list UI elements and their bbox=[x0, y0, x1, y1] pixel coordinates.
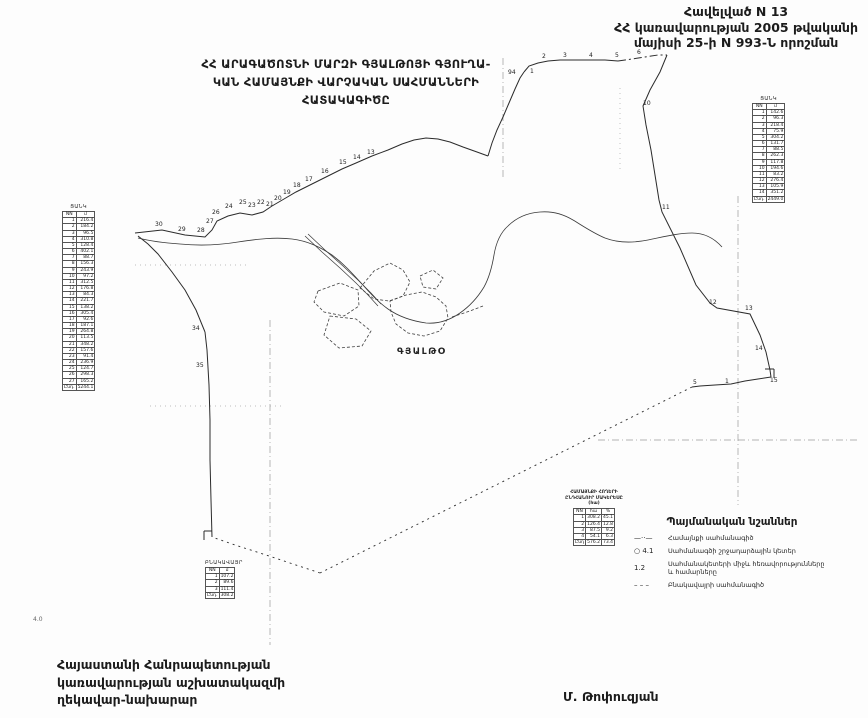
table-cell: 25 bbox=[63, 366, 77, 372]
table-cell: 10 bbox=[63, 273, 77, 279]
table-cell: 96.5 bbox=[76, 230, 95, 236]
boundary-point-number: 6 bbox=[637, 49, 641, 56]
signature-name: Մ. Թոփուզյան bbox=[563, 689, 659, 704]
table-cell: 157.6 bbox=[76, 347, 95, 353]
boundary-point-number: 4 bbox=[589, 52, 593, 59]
boundary-point-number: 22 bbox=[257, 199, 265, 206]
land-area-table bbox=[549, 490, 639, 546]
table-cell: 243.9 bbox=[76, 267, 95, 273]
table-cell: 13 bbox=[753, 184, 767, 190]
table-cell: 84.3 bbox=[76, 292, 95, 298]
boundary-point-number: 94 bbox=[508, 69, 516, 76]
boundary-point-number: 12 bbox=[709, 299, 717, 306]
boundary-point-number: 23 bbox=[248, 202, 256, 209]
table-cell: 21 bbox=[63, 341, 77, 347]
boundary-point-number: 24 bbox=[225, 203, 233, 210]
table-cell: 402.1 bbox=[76, 249, 95, 255]
signatory-line3: ղեկավար-նախարար bbox=[57, 692, 198, 707]
table-cell: 305.4 bbox=[76, 310, 95, 316]
boundary-point-number: 17 bbox=[305, 176, 313, 183]
table-cell: 264.8 bbox=[76, 329, 95, 335]
table-row bbox=[63, 384, 95, 390]
table-cell: 26 bbox=[63, 372, 77, 378]
map-title-line1: ՀՀ ԱՐԱԳԱԾՈՏՆԻ ՄԱՐԶԻ ԳՅԱԼԹՈՅԻ ԳՅՈՒՂԱ- bbox=[201, 57, 491, 71]
table-caption: ՑԱՆԿ bbox=[760, 96, 778, 102]
legend-title: Պայմանական նշաններ bbox=[666, 516, 798, 528]
table-cell: 6.3 bbox=[602, 533, 615, 539]
table-cell: 6 bbox=[63, 249, 77, 255]
table-cell: 11 bbox=[753, 171, 767, 177]
coordinates-table bbox=[752, 103, 785, 203]
legend bbox=[634, 516, 830, 594]
table-cell: 22 bbox=[63, 347, 77, 353]
table-cell: 312.5 bbox=[76, 279, 95, 285]
table-cell: 111.4 bbox=[220, 586, 234, 592]
table-cell: Ընդ. bbox=[754, 196, 765, 202]
map-title-line3: ՀԱՏԱԿԱԳԻԾԸ bbox=[301, 92, 391, 107]
table-cell: 8 bbox=[753, 153, 767, 159]
table-cell: 96.3 bbox=[766, 116, 785, 122]
land-area-header-line: ՀԱՄԱՅՆՔԻ ՀՈՂԵՐԻ bbox=[570, 490, 618, 495]
legend-label: Համայնքի սահմանագիծ bbox=[668, 534, 754, 542]
table-cell: 1 bbox=[63, 218, 77, 224]
legend-marker: ○ 4.1 bbox=[634, 547, 654, 555]
village-name-label: ԳՅԱԼԹՕ bbox=[397, 347, 447, 357]
table-cell: 24 bbox=[63, 360, 77, 366]
table-cell: 14 bbox=[753, 190, 767, 196]
table-cell: 165.2 bbox=[76, 378, 95, 384]
boundary-point-number: 16 bbox=[321, 168, 329, 175]
table-cell: 1 bbox=[753, 110, 767, 116]
table-header-cell: NN bbox=[753, 104, 767, 110]
table-cell: 2 bbox=[206, 580, 220, 586]
table-cell: 308.2 bbox=[220, 592, 234, 598]
table-cell: 97.2 bbox=[76, 273, 95, 279]
table-cell: 131.7 bbox=[766, 141, 785, 147]
table-cell: 83.2 bbox=[766, 171, 785, 177]
table-cell: 8 bbox=[63, 261, 77, 267]
land-area-header-line: (հա) bbox=[588, 501, 600, 507]
table-cell: 7 bbox=[753, 147, 767, 153]
table-cell: 12 bbox=[753, 178, 767, 184]
legend-label: Սահմանագծի շրջադարձային կետեր bbox=[668, 547, 796, 555]
table-cell: 107.2 bbox=[220, 574, 234, 580]
table-cell: Ընդ. bbox=[64, 384, 75, 390]
table-cell: 10 bbox=[753, 165, 767, 171]
signatory-block bbox=[57, 656, 285, 709]
boundary-point-number: 3 bbox=[563, 52, 567, 59]
table-cell: 142.6 bbox=[766, 110, 785, 116]
table-cell: 2 bbox=[573, 521, 585, 527]
table-cell: 75.9 bbox=[766, 128, 785, 134]
boundary-point-number: 28 bbox=[197, 227, 205, 234]
table-cell: 18 bbox=[63, 323, 77, 329]
legend-items bbox=[634, 534, 830, 589]
boundary-point-number: 14 bbox=[755, 345, 763, 352]
legend-marker: – – – bbox=[634, 581, 649, 589]
boundary-point-number: 5 bbox=[615, 52, 619, 59]
table-cell: 3 bbox=[63, 230, 77, 236]
table-cell: 184.2 bbox=[76, 224, 95, 230]
settlement-table bbox=[205, 560, 243, 599]
boundary-point-number: 15 bbox=[770, 377, 778, 384]
table-caption: ԲՆԱԿԱՎԱՅՐ bbox=[205, 560, 243, 566]
table-cell: 9 bbox=[753, 159, 767, 165]
table-cell: Ընդ. bbox=[207, 592, 218, 598]
boundary-point-number: 13 bbox=[367, 149, 375, 156]
boundary-point-number: 30 bbox=[155, 221, 163, 228]
boundary-point-number: 26 bbox=[212, 209, 220, 216]
table-cell: 54.1 bbox=[586, 533, 602, 539]
table-cell: 218.4 bbox=[766, 122, 785, 128]
table-cell: 3 bbox=[206, 586, 220, 592]
boundary-point-number: 5 bbox=[693, 379, 697, 386]
table-row bbox=[753, 196, 785, 202]
signatory-line2: կառավարության աշխատակազմի bbox=[57, 674, 286, 690]
table-cell: 117.8 bbox=[766, 159, 785, 165]
boundary-point-number: 35 bbox=[196, 362, 204, 369]
table-cell: 88.5 bbox=[766, 147, 785, 153]
table-header-cell: մ bbox=[219, 568, 235, 574]
table-cell: 20 bbox=[63, 335, 77, 341]
table-cell: 304.2 bbox=[766, 134, 785, 140]
boundary-point-number: 15 bbox=[339, 159, 347, 166]
signatory-line1: Հայաստանի Հանրապետության bbox=[57, 657, 271, 672]
table-cell: 12 bbox=[63, 286, 77, 292]
table-cell: 156.3 bbox=[76, 261, 95, 267]
table-cell: 73.4 bbox=[603, 540, 614, 546]
table-cell: 128.4 bbox=[76, 242, 95, 248]
table-cell: 2 bbox=[753, 116, 767, 122]
margin-mark: 4.0 bbox=[33, 616, 43, 623]
legend-label: Սահմանակետերի միջև հեռավորությունները և համարները bbox=[668, 560, 825, 576]
table-cell: 9.2 bbox=[602, 527, 615, 533]
boundary-point-number: 1 bbox=[725, 378, 729, 385]
table-cell: 3 bbox=[573, 527, 585, 533]
table-caption: ՑԱՆԿ bbox=[70, 204, 88, 210]
table-cell: 276.4 bbox=[766, 178, 785, 184]
boundary-point-number: 19 bbox=[283, 189, 291, 196]
table-cell: 11 bbox=[63, 279, 77, 285]
table-cell: 138.2 bbox=[76, 304, 95, 310]
table-cell: 4 bbox=[753, 128, 767, 134]
boundary-point-number: 34 bbox=[192, 325, 200, 332]
table-header-cell: NN bbox=[573, 509, 585, 515]
table-cell: 298.3 bbox=[76, 372, 95, 378]
table-row bbox=[206, 592, 235, 598]
table-row bbox=[573, 540, 614, 546]
table-cell: 194.6 bbox=[766, 165, 785, 171]
table-header-cell: հա bbox=[586, 509, 602, 515]
table-cell: 12.8 bbox=[603, 521, 614, 527]
table-cell: 27 bbox=[63, 378, 77, 384]
boundary-point-number: 2 bbox=[542, 53, 546, 60]
table-cell: 17 bbox=[63, 316, 77, 322]
boundary-point-number: 20 bbox=[274, 195, 282, 202]
boundary-point-number: 25 bbox=[239, 199, 247, 206]
table-header-cell: NN bbox=[63, 212, 77, 218]
boundary-point-number: 13 bbox=[745, 305, 753, 312]
boundary-point-number: 18 bbox=[293, 182, 301, 189]
table-cell: 216.4 bbox=[76, 218, 95, 224]
table-header-row bbox=[573, 509, 614, 515]
decree-date-line: մայիսի 25-ի N 993-Ն որոշման bbox=[633, 35, 839, 51]
table-cell: 236.9 bbox=[76, 360, 95, 366]
table-cell: 91.4 bbox=[76, 353, 95, 359]
boundary-point-number: 27 bbox=[206, 218, 214, 225]
table-cell: 5 bbox=[63, 242, 77, 248]
coordinates-table bbox=[62, 211, 95, 391]
boundary-point-number: 1 bbox=[530, 68, 534, 75]
table-cell: 1 bbox=[573, 515, 585, 521]
map-title-line2: ԿԱՆ ՀԱՄԱՅՆՔԻ ՎԱՐՉԱԿԱՆ ՍԱՀՄԱՆՆԵՐԻ bbox=[212, 74, 480, 89]
legend-item bbox=[634, 534, 830, 542]
table-cell: 89.6 bbox=[219, 580, 235, 586]
table-cell: 87.5 bbox=[586, 527, 602, 533]
table-cell: 7 bbox=[63, 255, 77, 261]
land-area-table-header bbox=[549, 490, 639, 507]
table-cell: 2449.0 bbox=[767, 196, 784, 202]
table-cell: 5 bbox=[753, 134, 767, 140]
table-cell: 308.2 bbox=[587, 515, 600, 521]
table-cell: 310.8 bbox=[76, 236, 95, 242]
coordinates-table-left bbox=[62, 204, 95, 391]
table-cell: 23 bbox=[63, 353, 77, 359]
table-cell: 351.2 bbox=[766, 190, 785, 196]
legend-marker: 1.2 bbox=[634, 564, 646, 572]
table-cell: 576.2 bbox=[587, 540, 600, 546]
table-cell: 13 bbox=[63, 292, 77, 298]
table-cell: 126.4 bbox=[587, 521, 600, 527]
table-cell: 4 bbox=[63, 236, 77, 242]
boundary-point-number: 11 bbox=[662, 204, 670, 211]
table-header-cell: մ bbox=[76, 212, 95, 218]
table-cell: 5244.1 bbox=[77, 384, 94, 390]
table-cell: 88.7 bbox=[76, 255, 95, 261]
table-cell: 124.7 bbox=[76, 366, 95, 372]
settlement-data-table bbox=[205, 567, 235, 599]
legend-marker: —··— bbox=[634, 534, 653, 542]
annex-number: Հավելված N 13 bbox=[684, 4, 789, 19]
table-cell: 15 bbox=[63, 304, 77, 310]
table-cell: 176.8 bbox=[76, 286, 95, 292]
decree-year-line: ՀՀ կառավարության 2005 թվականի bbox=[614, 19, 858, 35]
boundary-point-number: 29 bbox=[178, 226, 186, 233]
table-header-cell: % bbox=[602, 509, 615, 515]
table-header-cell: NN bbox=[206, 568, 220, 574]
land-area-data-table bbox=[573, 508, 615, 546]
table-cell: 45.1 bbox=[603, 515, 614, 521]
table-cell: 221.7 bbox=[76, 298, 95, 304]
table-header-cell: մ bbox=[766, 104, 785, 110]
table-cell: 4 bbox=[573, 533, 585, 539]
table-cell: 6 bbox=[753, 141, 767, 147]
table-cell: 92.6 bbox=[76, 316, 95, 322]
boundary-point-number: 21 bbox=[266, 201, 274, 208]
boundary-point-number: 10 bbox=[643, 100, 651, 107]
table-cell: Ընդ bbox=[574, 540, 585, 546]
boundary-point-number: 14 bbox=[353, 154, 361, 161]
table-cell: 3 bbox=[753, 122, 767, 128]
table-cell: 16 bbox=[63, 310, 77, 316]
table-cell: 2 bbox=[63, 224, 77, 230]
legend-label: Բնակավայրի սահմանագիծ bbox=[668, 581, 765, 589]
table-cell: 1 bbox=[206, 574, 220, 580]
legend-item bbox=[634, 581, 830, 589]
coordinates-table-right bbox=[752, 96, 785, 203]
table-cell: 19 bbox=[63, 329, 77, 335]
land-area-header-line: ԸՆԴՀԱՆՈՒՐ ՄԱԿԵՐԵՍԸ bbox=[565, 495, 623, 501]
table-cell: 105.9 bbox=[766, 184, 785, 190]
table-cell: 348.2 bbox=[76, 341, 95, 347]
table-cell: 9 bbox=[63, 267, 77, 273]
table-cell: 187.1 bbox=[76, 323, 95, 329]
table-cell: 262.3 bbox=[766, 153, 785, 159]
table-cell: 14 bbox=[63, 298, 77, 304]
table-cell: 113.5 bbox=[76, 335, 95, 341]
legend-item bbox=[634, 547, 830, 555]
legend-item bbox=[634, 560, 830, 576]
